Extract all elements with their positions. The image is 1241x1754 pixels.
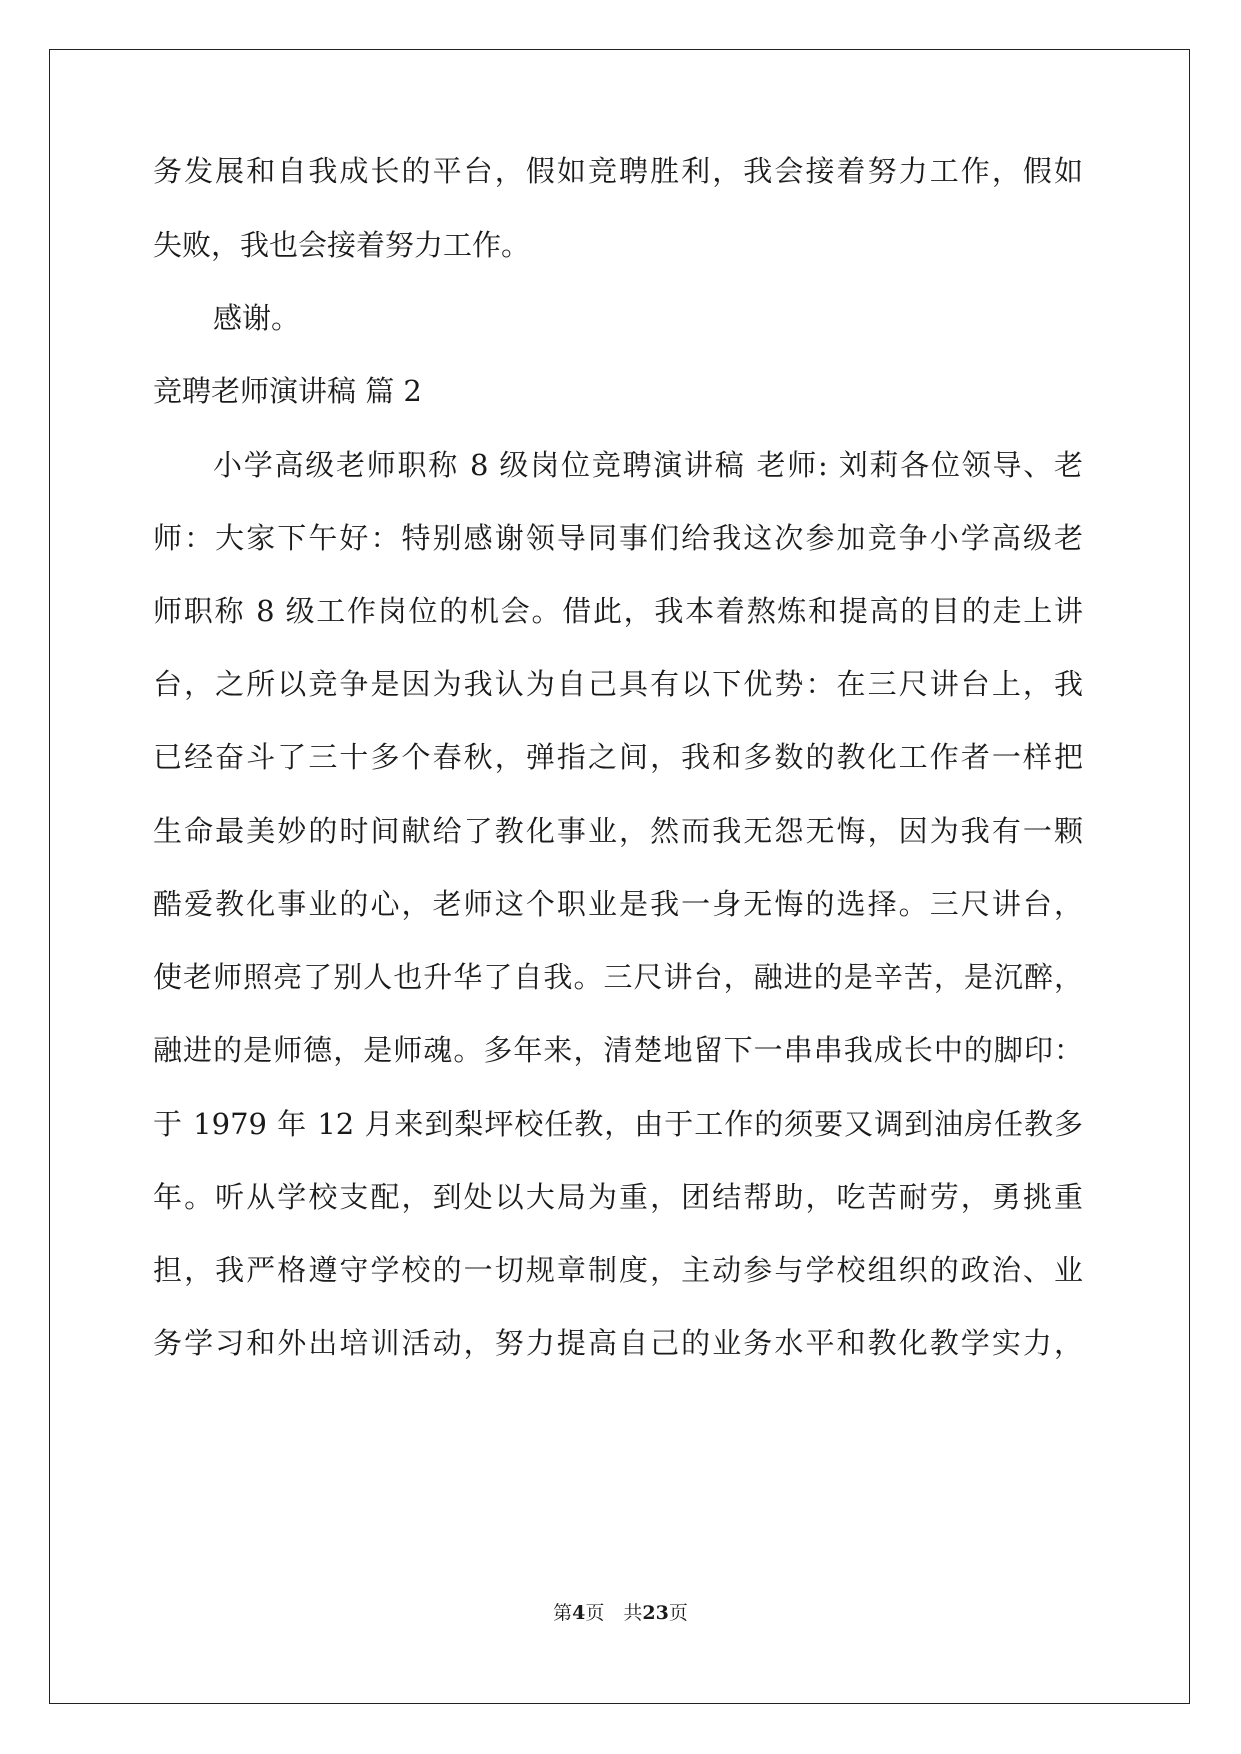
body-line-17: 务学习和外出培训活动，努力提高自己的业务水平和教化教学实力，: [153, 1326, 1083, 1360]
footer-page-current: 4: [572, 1602, 586, 1624]
footer-page-prefix: 第: [553, 1602, 573, 1624]
body-line-15: 年。听从学校支配，到处以大局为重，团结帮助，吃苦耐劳，勇挑重: [153, 1180, 1083, 1214]
body-line-7: 师职称 8 级工作岗位的机会。借此，我本着熬炼和提高的目的走上讲: [153, 594, 1083, 628]
body-line-11: 酷爱教化事业的心，老师这个职业是我一身无悔的选择。三尺讲台，: [153, 887, 1083, 921]
footer-page-total: 23: [642, 1602, 669, 1624]
body-line-10: 生命最美妙的时间献给了教化事业，然而我无怨无悔，因为我有一颗: [153, 814, 1083, 848]
footer-page-mid: 页 共: [585, 1602, 643, 1624]
body-line-5: 小学高级老师职称 8 级岗位竞聘演讲稿 老师: 刘莉各位领导、老: [213, 448, 1083, 482]
body-line-1: 务发展和自我成长的平台，假如竞聘胜利，我会接着努力工作，假如: [153, 154, 1083, 188]
body-line-8: 台，之所以竞争是因为我认为自己具有以下优势：在三尺讲台上，我: [153, 667, 1083, 701]
body-line-6: 师：大家下午好：特别感谢领导同事们给我这次参加竞争小学高级老: [153, 521, 1083, 555]
body-line-16: 担，我严格遵守学校的一切规章制度，主动参与学校组织的政治、业: [153, 1253, 1083, 1287]
footer-page-suffix: 页: [668, 1602, 688, 1624]
body-line-13: 融进的是师德，是师魂。多年来，清楚地留下一串串我成长中的脚印：: [153, 1033, 1083, 1067]
body-line-12: 使老师照亮了别人也升华了自我。三尺讲台，融进的是辛苦，是沉醉，: [153, 960, 1083, 994]
section-heading: 竞聘老师演讲稿 篇 2: [153, 374, 422, 408]
body-line-9: 已经奋斗了三十多个春秋，弹指之间，我和多数的教化工作者一样把: [153, 740, 1083, 774]
closing-line: 感谢。: [213, 301, 301, 335]
page-footer: [0, 1601, 1241, 1625]
body-line-14: 于 1979 年 12 月来到梨坪校任教，由于工作的须要又调到油房任教多: [153, 1107, 1083, 1141]
body-line-2: 失败，我也会接着努力工作。: [153, 228, 531, 262]
